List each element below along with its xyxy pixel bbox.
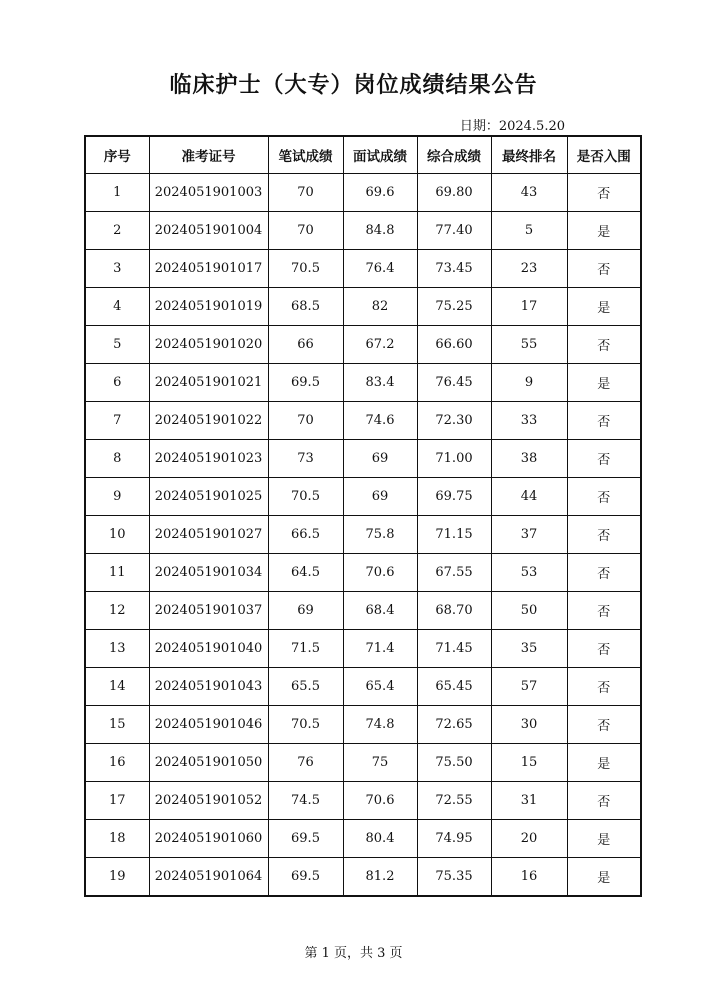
cell-interview-score: 75.8 (343, 516, 417, 554)
cell-written-score: 70.5 (268, 706, 343, 744)
cell-total-score: 73.45 (417, 250, 491, 288)
cell-final-rank: 44 (491, 478, 567, 516)
cell-total-score: 72.30 (417, 402, 491, 440)
page-footer: 第 1 页，共 3 页 (304, 946, 403, 961)
header-shortlisted: 是否入围 (567, 136, 641, 174)
cell-total-score: 67.55 (417, 554, 491, 592)
cell-shortlisted: 否 (567, 706, 641, 744)
table-row (85, 820, 641, 858)
header-exam-id: 准考证号 (149, 136, 268, 174)
cell-shortlisted: 否 (567, 402, 641, 440)
cell-exam-id: 2024051901025 (149, 478, 268, 516)
cell-total-score: 69.80 (417, 174, 491, 212)
cell-final-rank: 43 (491, 174, 567, 212)
header-serial: 序号 (85, 136, 149, 174)
cell-final-rank: 37 (491, 516, 567, 554)
header-row (85, 136, 641, 174)
cell-shortlisted: 是 (567, 288, 641, 326)
cell-shortlisted: 否 (567, 250, 641, 288)
cell-total-score: 71.00 (417, 440, 491, 478)
cell-final-rank: 20 (491, 820, 567, 858)
cell-interview-score: 68.4 (343, 592, 417, 630)
table-row (85, 174, 641, 212)
cell-total-score: 66.60 (417, 326, 491, 364)
table-row (85, 440, 641, 478)
cell-serial: 4 (85, 288, 149, 326)
cell-serial: 2 (85, 212, 149, 250)
cell-written-score: 70 (268, 212, 343, 250)
table-row (85, 516, 641, 554)
cell-total-score: 74.95 (417, 820, 491, 858)
table-row (85, 402, 641, 440)
cell-exam-id: 2024051901050 (149, 744, 268, 782)
header-written-score: 笔试成绩 (268, 136, 343, 174)
announcement-date: 日期：2024.5.20 (459, 119, 565, 134)
cell-exam-id: 2024051901052 (149, 782, 268, 820)
cell-written-score: 70.5 (268, 478, 343, 516)
cell-total-score: 69.75 (417, 478, 491, 516)
cell-exam-id: 2024051901046 (149, 706, 268, 744)
cell-interview-score: 69.6 (343, 174, 417, 212)
cell-shortlisted: 否 (567, 516, 641, 554)
cell-written-score: 69.5 (268, 364, 343, 402)
cell-serial: 14 (85, 668, 149, 706)
cell-shortlisted: 是 (567, 212, 641, 250)
cell-interview-score: 83.4 (343, 364, 417, 402)
cell-written-score: 64.5 (268, 554, 343, 592)
header-interview-score: 面试成绩 (343, 136, 417, 174)
cell-exam-id: 2024051901060 (149, 820, 268, 858)
cell-written-score: 65.5 (268, 668, 343, 706)
cell-serial: 5 (85, 326, 149, 364)
cell-exam-id: 2024051901021 (149, 364, 268, 402)
cell-interview-score: 67.2 (343, 326, 417, 364)
cell-serial: 16 (85, 744, 149, 782)
cell-exam-id: 2024051901037 (149, 592, 268, 630)
table-row (85, 630, 641, 668)
table-row (85, 326, 641, 364)
cell-exam-id: 2024051901004 (149, 212, 268, 250)
cell-shortlisted: 否 (567, 174, 641, 212)
cell-final-rank: 35 (491, 630, 567, 668)
cell-interview-score: 84.8 (343, 212, 417, 250)
cell-serial: 18 (85, 820, 149, 858)
cell-exam-id: 2024051901020 (149, 326, 268, 364)
cell-shortlisted: 否 (567, 554, 641, 592)
cell-exam-id: 2024051901034 (149, 554, 268, 592)
cell-serial: 6 (85, 364, 149, 402)
cell-serial: 12 (85, 592, 149, 630)
cell-interview-score: 71.4 (343, 630, 417, 668)
cell-written-score: 69.5 (268, 820, 343, 858)
cell-written-score: 76 (268, 744, 343, 782)
table-row (85, 668, 641, 706)
cell-total-score: 76.45 (417, 364, 491, 402)
cell-exam-id: 2024051901022 (149, 402, 268, 440)
cell-serial: 9 (85, 478, 149, 516)
cell-written-score: 73 (268, 440, 343, 478)
cell-final-rank: 55 (491, 326, 567, 364)
cell-written-score: 66 (268, 326, 343, 364)
cell-interview-score: 76.4 (343, 250, 417, 288)
cell-written-score: 69 (268, 592, 343, 630)
cell-interview-score: 80.4 (343, 820, 417, 858)
cell-written-score: 70 (268, 402, 343, 440)
cell-written-score: 71.5 (268, 630, 343, 668)
cell-shortlisted: 是 (567, 858, 641, 897)
cell-total-score: 75.25 (417, 288, 491, 326)
cell-exam-id: 2024051901017 (149, 250, 268, 288)
cell-written-score: 68.5 (268, 288, 343, 326)
cell-serial: 15 (85, 706, 149, 744)
cell-serial: 8 (85, 440, 149, 478)
table-row (85, 288, 641, 326)
cell-exam-id: 2024051901064 (149, 858, 268, 897)
cell-total-score: 72.65 (417, 706, 491, 744)
page-title: 临床护士（大专）岗位成绩结果公告 (169, 73, 538, 98)
cell-shortlisted: 否 (567, 592, 641, 630)
cell-exam-id: 2024051901003 (149, 174, 268, 212)
cell-written-score: 69.5 (268, 858, 343, 897)
cell-shortlisted: 否 (567, 630, 641, 668)
table-row (85, 554, 641, 592)
results-body (85, 174, 641, 897)
cell-final-rank: 30 (491, 706, 567, 744)
cell-serial: 7 (85, 402, 149, 440)
cell-interview-score: 74.8 (343, 706, 417, 744)
cell-interview-score: 70.6 (343, 554, 417, 592)
table-row (85, 782, 641, 820)
cell-total-score: 75.50 (417, 744, 491, 782)
cell-total-score: 77.40 (417, 212, 491, 250)
cell-shortlisted: 否 (567, 478, 641, 516)
cell-serial: 11 (85, 554, 149, 592)
cell-serial: 17 (85, 782, 149, 820)
cell-final-rank: 50 (491, 592, 567, 630)
cell-interview-score: 75 (343, 744, 417, 782)
cell-written-score: 74.5 (268, 782, 343, 820)
cell-total-score: 75.35 (417, 858, 491, 897)
cell-final-rank: 53 (491, 554, 567, 592)
cell-exam-id: 2024051901027 (149, 516, 268, 554)
cell-serial: 19 (85, 858, 149, 897)
cell-interview-score: 74.6 (343, 402, 417, 440)
cell-shortlisted: 是 (567, 744, 641, 782)
cell-interview-score: 65.4 (343, 668, 417, 706)
header-total-score: 综合成绩 (417, 136, 491, 174)
table-row (85, 250, 641, 288)
cell-serial: 1 (85, 174, 149, 212)
cell-shortlisted: 否 (567, 668, 641, 706)
cell-final-rank: 31 (491, 782, 567, 820)
cell-final-rank: 15 (491, 744, 567, 782)
table-row (85, 706, 641, 744)
cell-interview-score: 69 (343, 440, 417, 478)
cell-shortlisted: 是 (567, 820, 641, 858)
table-row (85, 858, 641, 897)
cell-final-rank: 5 (491, 212, 567, 250)
cell-interview-score: 70.6 (343, 782, 417, 820)
cell-total-score: 72.55 (417, 782, 491, 820)
cell-interview-score: 82 (343, 288, 417, 326)
cell-final-rank: 16 (491, 858, 567, 897)
cell-final-rank: 17 (491, 288, 567, 326)
cell-interview-score: 81.2 (343, 858, 417, 897)
cell-final-rank: 33 (491, 402, 567, 440)
table-row (85, 592, 641, 630)
cell-shortlisted: 否 (567, 782, 641, 820)
cell-written-score: 66.5 (268, 516, 343, 554)
cell-total-score: 71.45 (417, 630, 491, 668)
cell-shortlisted: 是 (567, 364, 641, 402)
cell-total-score: 65.45 (417, 668, 491, 706)
cell-total-score: 68.70 (417, 592, 491, 630)
cell-final-rank: 9 (491, 364, 567, 402)
cell-shortlisted: 否 (567, 326, 641, 364)
results-table (84, 135, 642, 897)
cell-written-score: 70.5 (268, 250, 343, 288)
table-row (85, 212, 641, 250)
cell-final-rank: 23 (491, 250, 567, 288)
cell-total-score: 71.15 (417, 516, 491, 554)
header-final-rank: 最终排名 (491, 136, 567, 174)
cell-shortlisted: 否 (567, 440, 641, 478)
cell-written-score: 70 (268, 174, 343, 212)
cell-serial: 3 (85, 250, 149, 288)
table-row (85, 744, 641, 782)
cell-exam-id: 2024051901040 (149, 630, 268, 668)
cell-serial: 13 (85, 630, 149, 668)
table-row (85, 478, 641, 516)
cell-exam-id: 2024051901023 (149, 440, 268, 478)
cell-exam-id: 2024051901019 (149, 288, 268, 326)
cell-serial: 10 (85, 516, 149, 554)
cell-final-rank: 38 (491, 440, 567, 478)
cell-exam-id: 2024051901043 (149, 668, 268, 706)
table-row (85, 364, 641, 402)
cell-final-rank: 57 (491, 668, 567, 706)
cell-interview-score: 69 (343, 478, 417, 516)
